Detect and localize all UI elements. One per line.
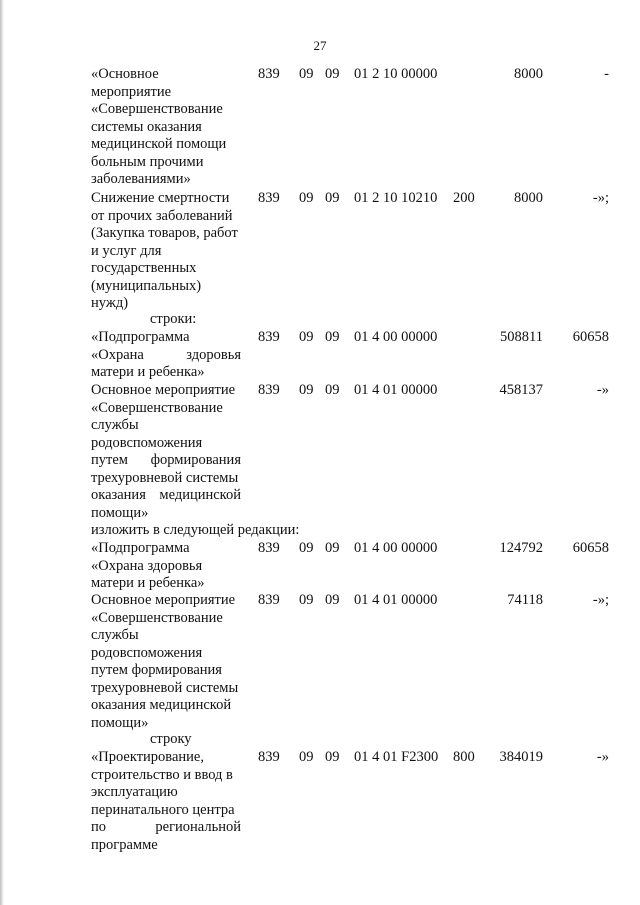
description-line: строительство и ввод в (91, 766, 233, 783)
amount-1: 74118 (507, 592, 543, 608)
ved-code: 839 (258, 540, 280, 556)
description-line: оказания медицинской (91, 697, 232, 713)
amount-1: 8000 (514, 190, 543, 206)
amount-1: 8000 (514, 66, 543, 82)
target-article-code: 01 4 01 00000 (354, 592, 438, 608)
description-line: службы (91, 417, 139, 433)
description-line: Основное мероприятие (91, 382, 236, 398)
section-code: 09 (299, 329, 314, 345)
description-line: родовспоможения (91, 434, 203, 451)
description-line: от прочих заболеваний (91, 207, 233, 224)
section-code: 09 (299, 540, 314, 556)
target-article-code: 01 2 10 00000 (354, 66, 438, 82)
description-line: мероприятие (91, 83, 172, 100)
amount-2: -»; (592, 190, 609, 206)
description-line: «Совершенствование (91, 399, 223, 416)
description-line: «Охрана здоровья (91, 557, 203, 574)
ved-code: 839 (258, 329, 280, 345)
subsection-code: 09 (325, 382, 340, 398)
description-line: системы оказания (91, 118, 202, 135)
description-line: перинатального центра (91, 801, 235, 818)
description-line: заболеваниями» (91, 171, 191, 187)
expense-type-code: 200 (453, 190, 475, 206)
description-line: по региональной (91, 819, 241, 835)
row-description (91, 66, 249, 189)
description-line: государственных (91, 260, 197, 276)
amount-1: 124792 (499, 540, 543, 556)
amount-1: 508811 (500, 329, 543, 345)
ved-code: 839 (258, 592, 280, 608)
description-line: матери и ребенка» (91, 575, 205, 591)
row-description (91, 382, 249, 522)
section-code: 09 (299, 66, 314, 82)
subsection-code: 09 (325, 540, 340, 556)
description-line: «Охрана здоровья (91, 346, 241, 363)
row-description (91, 540, 249, 593)
target-article-code: 01 4 01 F2300 (354, 749, 439, 765)
target-article-code: 01 4 01 00000 (354, 382, 438, 398)
ved-code: 839 (258, 66, 280, 82)
description-line: программе (91, 836, 158, 853)
subsection-code: 09 (325, 329, 340, 345)
description-line: (Закупка товаров, работ (91, 225, 238, 241)
target-article-code: 01 4 00 00000 (354, 540, 438, 556)
expense-type-code: 800 (453, 749, 475, 765)
description-line: больным прочими (91, 153, 204, 170)
ved-code: 839 (258, 749, 280, 765)
amount-2: -»; (592, 592, 609, 608)
subsection-code: 09 (325, 749, 340, 765)
section-code: 09 (299, 190, 314, 206)
description-line: «Проектирование, (91, 749, 204, 765)
description-line: Основное мероприятие (91, 592, 236, 608)
description-line: матери и ребенка» (91, 364, 205, 380)
description-line: путем формирования (91, 452, 241, 468)
description-line: «Подпрограмма (91, 540, 190, 556)
subsection-code: 09 (325, 592, 340, 608)
description-line: (муниципальных) (91, 277, 202, 294)
description-line: «Совершенствование (91, 101, 223, 117)
ved-code: 839 (258, 190, 280, 206)
amount-1: 458137 (499, 382, 543, 398)
description-line: Снижение смертности (91, 190, 230, 206)
description-line: оказания медицинской (91, 487, 241, 503)
amount-2: - (604, 66, 609, 82)
line-label: строку (150, 731, 192, 747)
amount-2: -» (596, 749, 609, 765)
description-line: «Основное (91, 66, 159, 82)
description-line: трехуровневой системы (91, 679, 239, 696)
section-code: 09 (299, 749, 314, 765)
amount-1: 384019 (499, 749, 543, 765)
lines-label: строки: (150, 311, 197, 327)
replace-label: изложить в следующей редакции: (91, 522, 300, 538)
section-code: 09 (299, 382, 314, 398)
description-line: помощи» (91, 504, 149, 521)
description-line: «Подпрограмма (91, 329, 190, 345)
amount-2: -» (596, 382, 609, 398)
description-line: и услуг для (91, 242, 162, 259)
subsection-code: 09 (325, 190, 340, 206)
ved-code: 839 (258, 382, 280, 398)
description-line: родовспоможения (91, 644, 203, 661)
row-description (91, 190, 249, 313)
row-description (91, 592, 249, 732)
description-line: службы (91, 627, 139, 643)
description-line: эксплуатацию (91, 784, 178, 800)
target-article-code: 01 4 00 00000 (354, 329, 438, 345)
row-description (91, 749, 249, 854)
description-line: «Совершенствование (91, 609, 223, 626)
description-line: медицинской помощи (91, 136, 227, 152)
subsection-code: 09 (325, 66, 340, 82)
amount-2: 60658 (572, 540, 609, 556)
target-article-code: 01 2 10 10210 (354, 190, 438, 206)
row-description (91, 329, 249, 382)
description-line: путем формирования (91, 662, 222, 678)
section-code: 09 (299, 592, 314, 608)
description-line: трехуровневой системы (91, 469, 239, 486)
amount-2: 60658 (572, 329, 609, 345)
description-line: нужд) (91, 295, 129, 311)
page-number: 27 (313, 38, 327, 53)
description-line: помощи» (91, 714, 149, 731)
